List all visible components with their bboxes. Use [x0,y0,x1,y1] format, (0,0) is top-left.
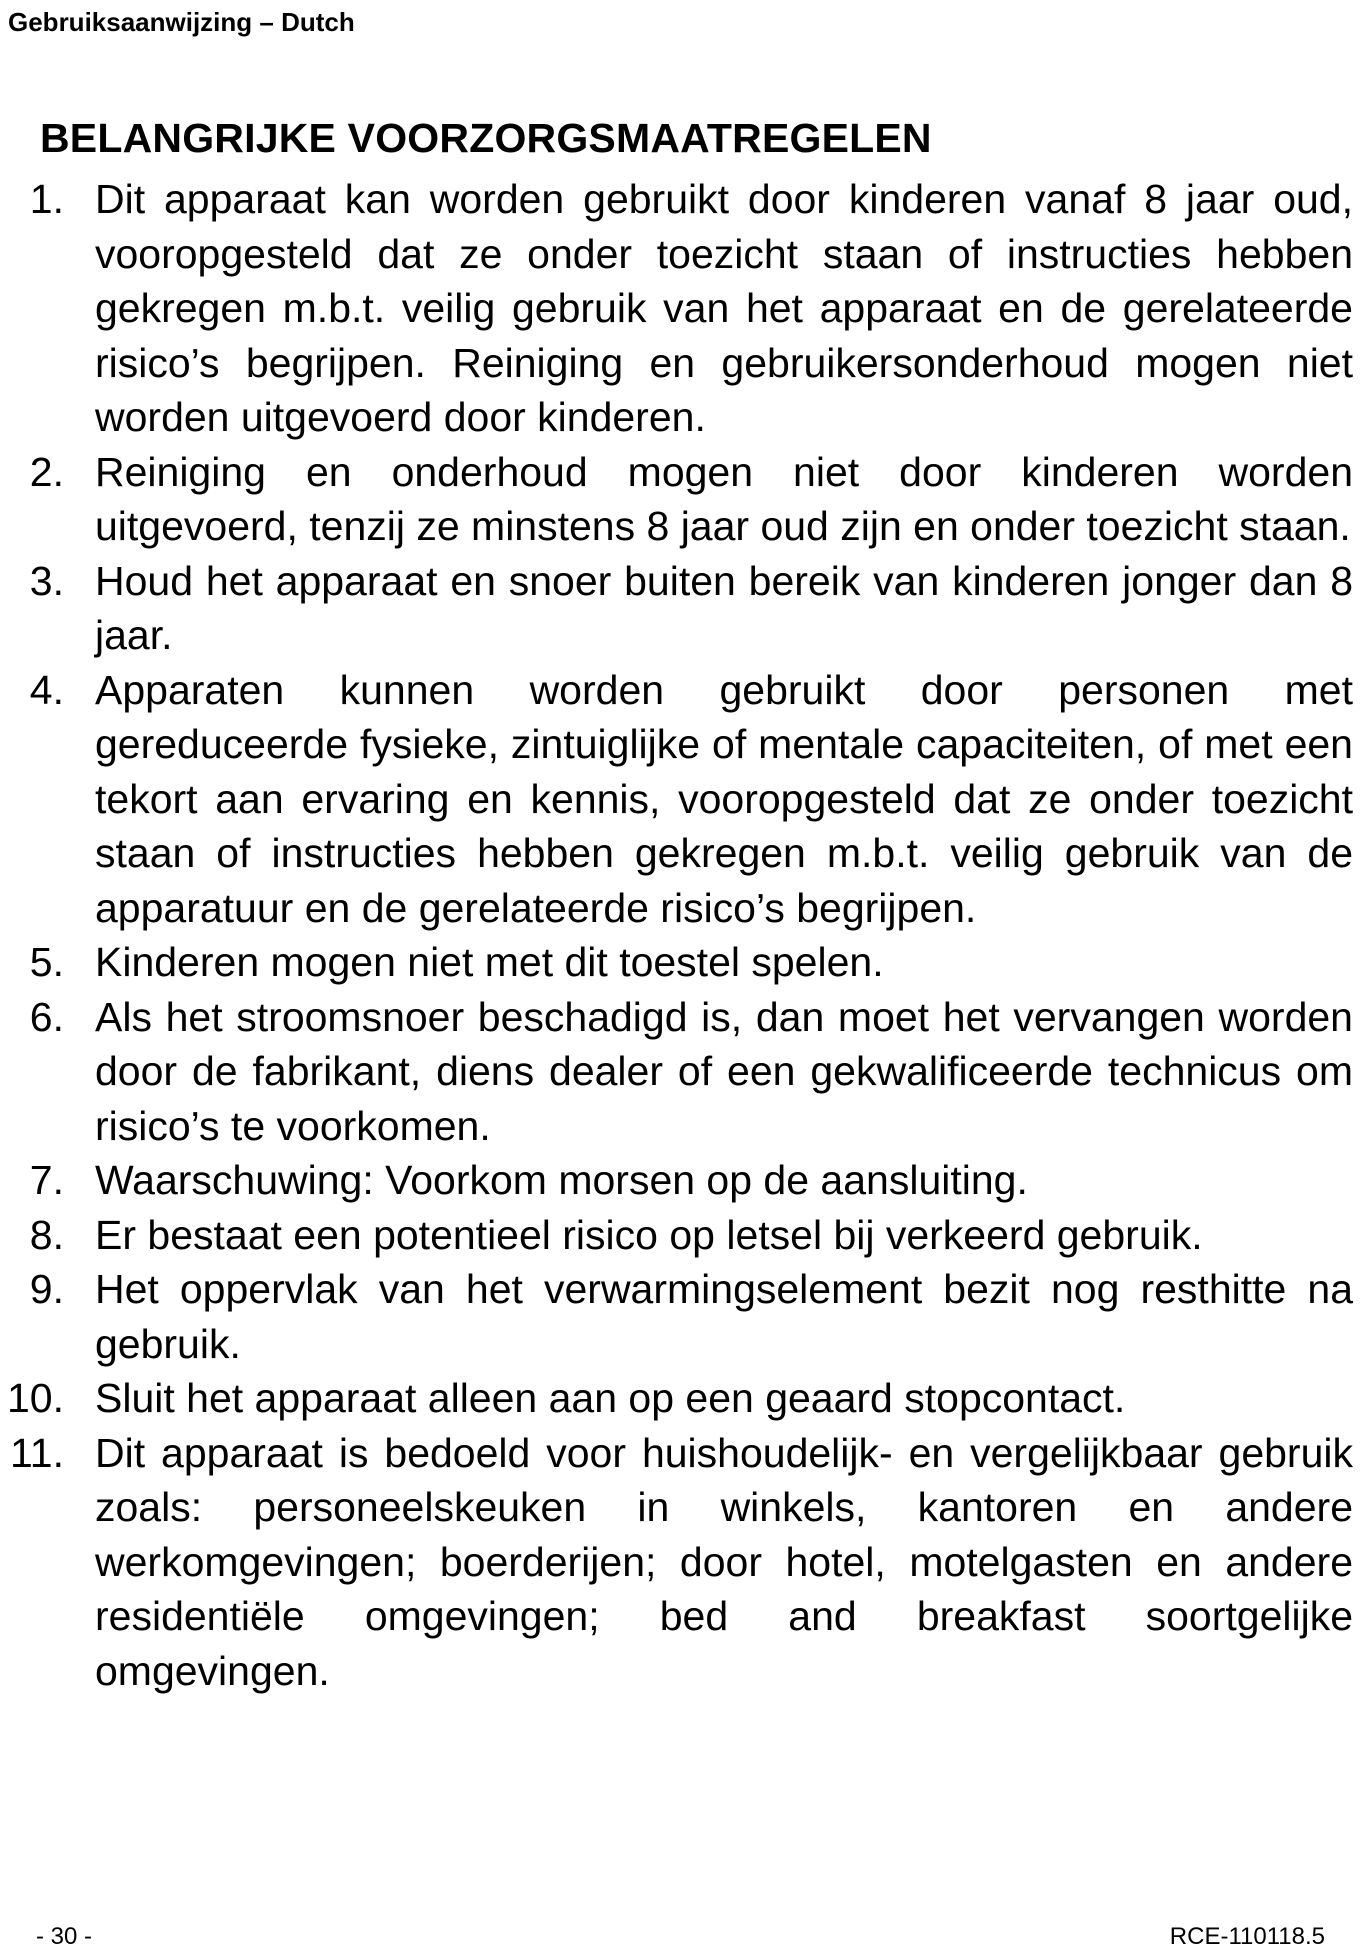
item-number: 8. [29,1211,64,1258]
item-text: Als het stroomsnoer beschadigd is, dan moet het vervangen worden door de fabrikant, diens dealer of een gekwalificeerde technicus om risico’s te voorkomen. [95,993,1353,1149]
precautions-list [0,172,1361,1698]
item-number: 2. [29,448,64,495]
item-number: 7. [29,1157,64,1203]
document-code: RCE-110118.5 [1169,1923,1325,1950]
list-item [0,1426,1361,1699]
item-text: Apparaten kunnen worden gebruikt door personen met gereduceerde fysieke, zintuiglijke of mentale capaciteiten, of met een tekort aan ervaring en kennis, vooropgesteld dat ze onder toezicht staan of instructies hebben gekregen m.b.t. veilig gebruik van de apparatuur en de gerelateerde risico’s begrijpen. [95,666,1353,931]
list-item [0,554,1361,663]
item-text: Sluit het apparaat alleen aan op een geaard stopcontact. [95,1375,1126,1421]
running-header: Gebruiksaanwijzing – Dutch [8,7,355,37]
item-number: 11. [10,1429,64,1476]
item-text: Houd het apparaat en snoer buiten bereik van kinderen jonger dan 8 jaar. [95,557,1353,658]
item-number: 3. [29,557,64,604]
item-number: 9. [29,1266,64,1312]
item-text: Reiniging en onderhoud mogen niet door kinderen worden uitgevoerd, tenzij ze minstens 8 jaar oud zijn en onder toezicht staan. [95,448,1353,549]
list-item [0,663,1361,936]
item-text: Kinderen mogen niet met dit toestel spelen. [95,939,884,985]
list-item [0,1208,1361,1263]
item-text: Waarschuwing: Voorkom morsen op de aansluiting. [95,1157,1028,1203]
section-title: BELANGRIJKE VOORZORGSMAATREGELEN [40,115,932,161]
item-number: 10. [7,1375,64,1421]
list-item [0,935,1361,990]
list-item [0,172,1361,445]
item-text: Dit apparaat kan worden gebruikt door kinderen vanaf 8 jaar oud, vooropgesteld dat ze onder toezicht staan of instructies hebben gekregen m.b.t. veilig gebruik van het apparaat en de gerelateerde risico’s begrijpen. Reiniging en gebruikersonderhoud mogen niet worden uitgevoerd door kinderen. [95,176,1353,440]
list-item [0,1153,1361,1208]
list-item [0,1262,1361,1371]
item-number: 4. [29,666,64,713]
list-item [0,445,1361,554]
item-text: Het oppervlak van het verwarmingselement bezit nog resthitte na gebruik. [95,1266,1353,1367]
item-number: 6. [29,993,64,1040]
page-number: - 30 - [36,1923,93,1950]
item-number: 1. [29,176,64,222]
list-item [0,1371,1361,1426]
item-number: 5. [29,939,64,985]
item-text: Dit apparaat is bedoeld voor huishoudelijk- en vergelijkbaar gebruik zoals: personeelskeuken in winkels, kantoren en andere werkomgevingen; boerderijen; door hotel, motelgasten en andere residentiële omgevingen; bed and breakfast soortgelijke omgevingen. [95,1429,1353,1694]
list-item [0,990,1361,1154]
item-text: Er bestaat een potentieel risico op letsel bij verkeerd gebruik. [95,1211,1203,1258]
